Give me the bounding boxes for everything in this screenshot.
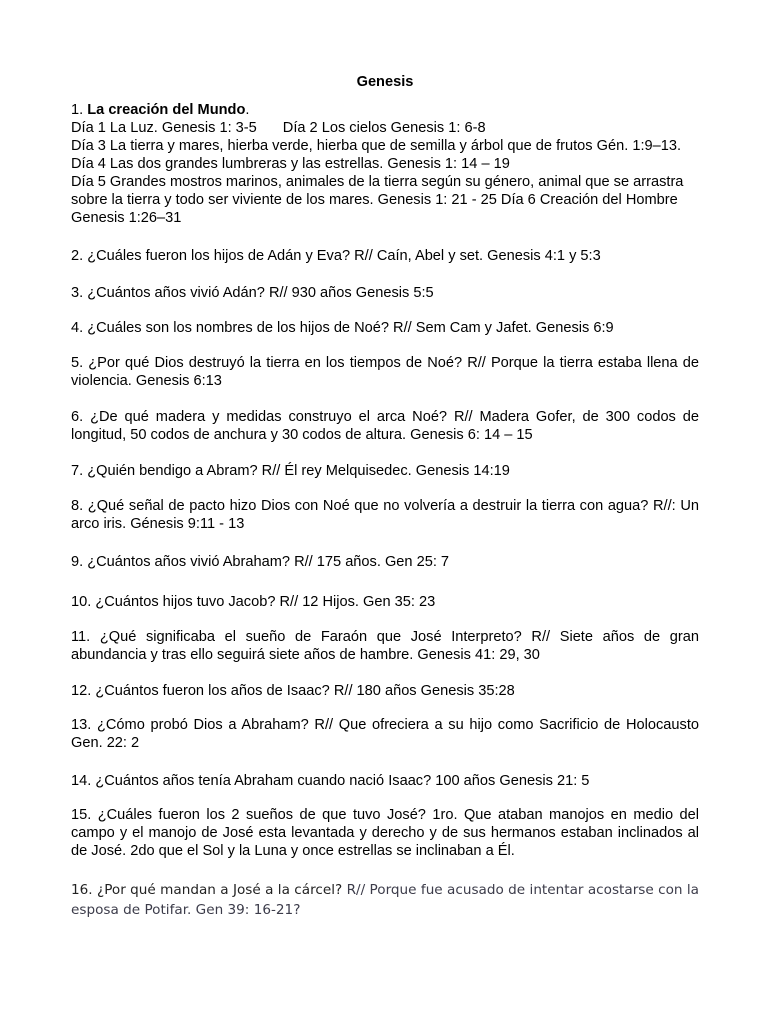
day-1-2-line	[71, 119, 699, 137]
question-7: 7. ¿Quién bendigo a Abram? R// Él rey Melquisedec. Genesis 14:19	[71, 463, 510, 479]
creation-section	[71, 101, 699, 227]
question-8: 8. ¿Qué señal de pacto hizo Dios con Noé que no volvería a destruir la tierra con agua? R//: Un arco iris. Génesis 9:11 - 13	[71, 498, 699, 532]
question-10: 10. ¿Cuántos hijos tuvo Jacob? R// 12 Hijos. Gen 35: 23	[71, 594, 436, 610]
creation-heading-line	[71, 101, 699, 119]
question-3: 3. ¿Cuántos años vivió Adán? R// 930 años Genesis 5:5	[71, 285, 434, 301]
day-5-line-3: Genesis 1:26–31	[71, 210, 182, 226]
question-11: 11. ¿Qué significaba el sueño de Faraón que José Interpreto? R// Siete años de gran abundancia y tras ello seguirá siete años de hambre. Genesis 41: 29, 30	[71, 629, 699, 663]
question-16-answer: R// Porque fue acusado de intentar acostarse con la esposa de Potifar. Gen 39: 16-21?	[71, 882, 699, 918]
creation-heading: La creación del Mundo	[87, 102, 246, 118]
day-1-text: Día 1 La Luz. Genesis 1: 3-5	[71, 120, 257, 136]
day-5-line-2: sobre la tierra y todo ser viviente de los mares. Genesis 1: 21 - 25 Día 6 Creación del Hombre	[71, 192, 678, 208]
document-title: Genesis	[356, 74, 414, 90]
question-15: 15. ¿Cuáles fueron los 2 sueños de que tuvo José? 1ro. Que ataban manojos en medio del campo y el manojo de José esta levantada y derecho y de sus hermanos estaban inclinados al de José. 2do que el Sol y la Luna y once estrellas se inclinaban a Él.	[71, 807, 699, 859]
question-16	[71, 880, 699, 920]
day-5-line-1: Día 5 Grandes mostros marinos, animales de la tierra según su género, animal que se arrastra	[71, 174, 684, 190]
question-13: 13. ¿Cómo probó Dios a Abraham? R// Que ofreciera a su hijo como Sacrificio de Holocausto Gen. 22: 2	[71, 717, 699, 751]
question-4: 4. ¿Cuáles son los nombres de los hijos de Noé? R// Sem Cam y Jafet. Genesis 6:9	[71, 320, 614, 336]
document-page	[71, 0, 699, 1024]
question-2: 2. ¿Cuáles fueron los hijos de Adán y Eva? R// Caín, Abel y set. Genesis 4:1 y 5:3	[71, 248, 601, 264]
question-16-text: 16. ¿Por qué mandan a José a la cárcel?	[71, 882, 343, 898]
creation-number: 1.	[71, 102, 88, 118]
day-2-text: Día 2 Los cielos Genesis 1: 6-8	[282, 120, 486, 136]
day-4-text: Día 4 Las dos grandes lumbreras y las estrellas. Genesis 1: 14 – 19	[71, 156, 510, 172]
question-12: 12. ¿Cuántos fueron los años de Isaac? R// 180 años Genesis 35:28	[71, 683, 515, 699]
question-6: 6. ¿De qué madera y medidas construyo el arca Noé? R// Madera Gofer, de 300 codos de longitud, 50 codos de anchura y 30 codos de altura. Genesis 6: 14 – 15	[71, 409, 699, 443]
question-9: 9. ¿Cuántos años vivió Abraham? R// 175 años. Gen 25: 7	[71, 554, 450, 570]
creation-heading-end: .	[245, 102, 250, 118]
question-5: 5. ¿Por qué Dios destruyó la tierra en los tiempos de Noé? R// Porque la tierra estaba llena de violencia. Genesis 6:13	[71, 355, 699, 389]
day-3-text: Día 3 La tierra y mares, hierba verde, hierba que de semilla y árbol que de frutos Gén. 1:9–13.	[71, 138, 682, 154]
question-14: 14. ¿Cuántos años tenía Abraham cuando nació Isaac? 100 años Genesis 21: 5	[71, 773, 590, 789]
